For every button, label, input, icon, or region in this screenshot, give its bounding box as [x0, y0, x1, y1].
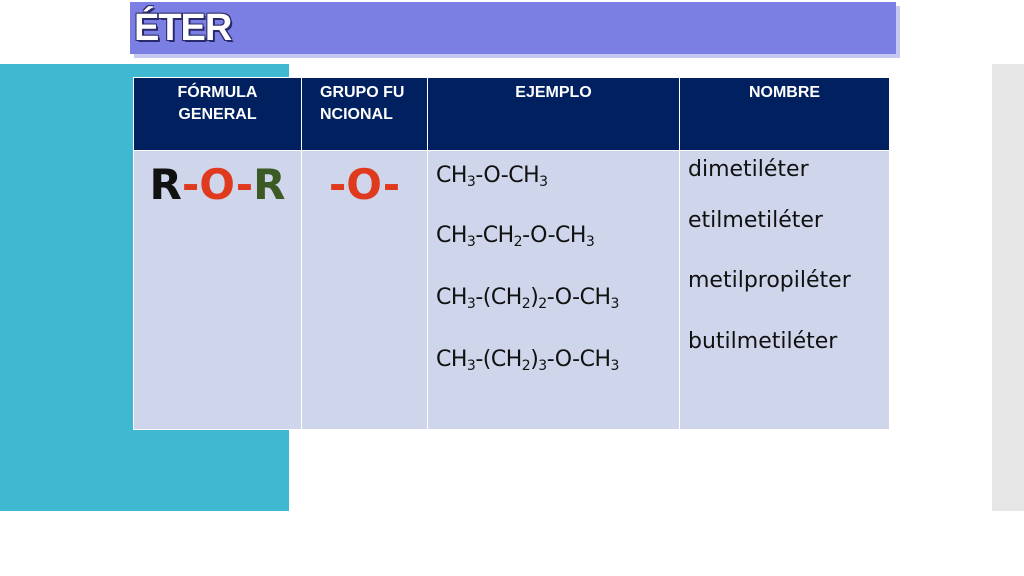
examples-cell — [428, 151, 680, 430]
title-bar — [130, 2, 896, 54]
examples-list — [428, 151, 679, 376]
formula-cell — [134, 151, 302, 430]
list-item: metilpropiléter — [688, 268, 851, 293]
example-formula: $CH_3-O-CH_3$ — [436, 163, 548, 190]
header-grupo-funcional: GRUPO FUNCIONAL — [302, 78, 428, 151]
gray-decor-strip — [992, 64, 1024, 511]
example-formula: $CH_3-(CH_2)_2-O-CH_3$ — [436, 285, 619, 312]
list-item: butilmetiléter — [688, 329, 838, 354]
list-item: dimetiléter — [688, 157, 809, 182]
header-nombre: NOMBRE — [680, 78, 890, 151]
names-list — [680, 151, 889, 358]
header-formula-general: FÓRMULA GENERAL — [134, 78, 302, 151]
ether-table — [133, 77, 890, 430]
general-formula: R-O-R — [149, 160, 286, 209]
table-header-row — [134, 78, 890, 151]
grupo-cell — [302, 151, 428, 430]
slide-title: ÉTER — [134, 7, 232, 49]
header-ejemplo: EJEMPLO — [428, 78, 680, 151]
table-row — [134, 151, 890, 430]
list-item: etilmetiléter — [688, 208, 823, 233]
names-cell — [680, 151, 890, 430]
example-formula: $CH_3-(CH_2)_3-O-CH_3$ — [436, 347, 619, 374]
example-formula: $CH_3-CH_2-O-CH_3$ — [436, 223, 595, 250]
functional-group: -O- — [328, 160, 401, 209]
